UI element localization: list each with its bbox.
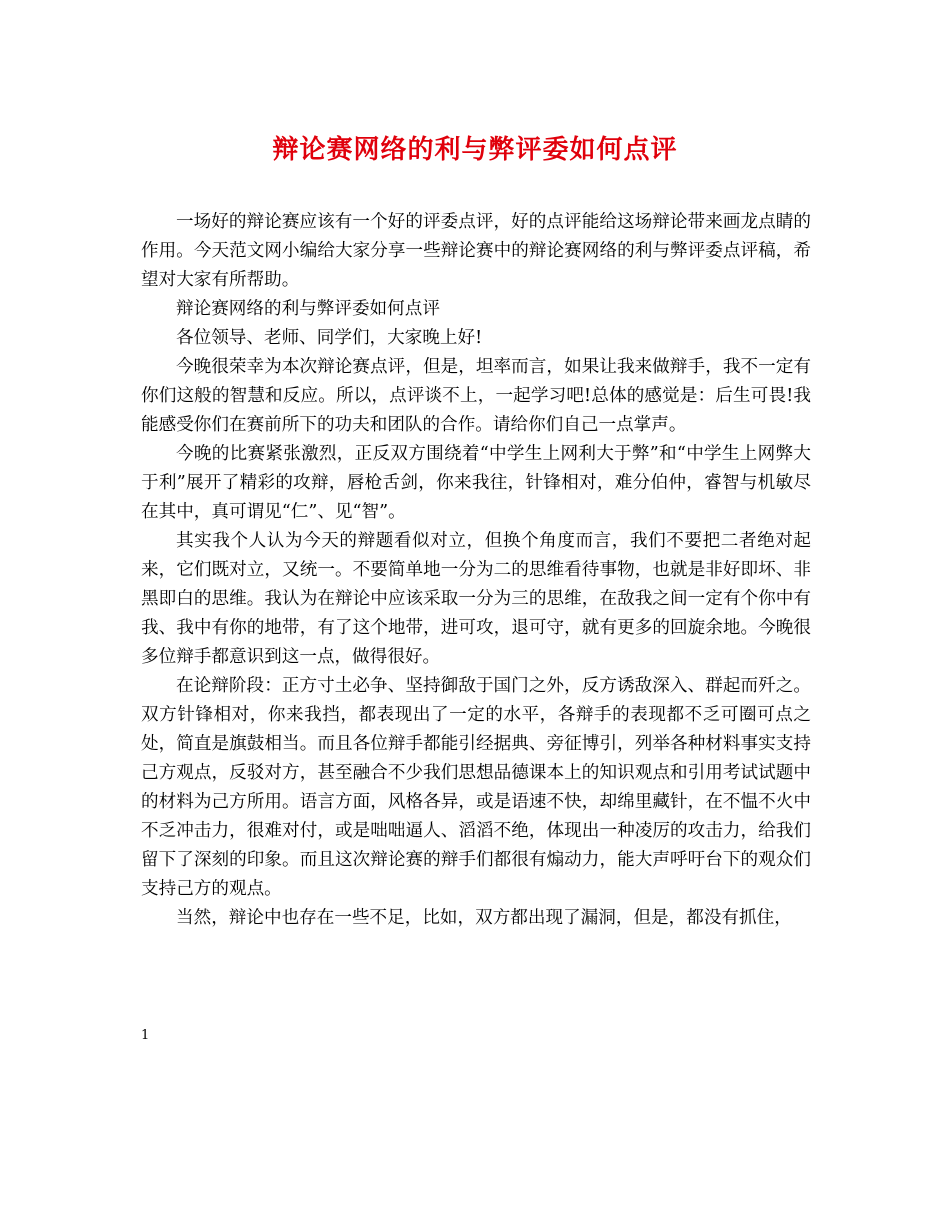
paragraph-shortcomings: 当然，辩论中也存在一些不足，比如，双方都出现了漏洞，但是，都没有抓住，	[176, 908, 792, 928]
page-number: 1	[141, 1028, 150, 1043]
paragraph-greeting: 各位领导、老师、同学们，大家晚上好!	[176, 328, 483, 348]
paragraph-intro: 一场好的辩论赛应该有一个好的评委点评，好的点评能给这场辩论带来画龙点睛的作用。今天范文网小编给大家分享一些辩论赛中的辩论赛网络的利与弊评委点评稿，希望对大家有所帮助。	[141, 212, 811, 290]
paragraph-debate-topic: 今晚的比赛紧张激烈，正反双方围绕着“中学生上网利大于弊”和“中学生上网弊大于利”展开了精彩的攻辩，唇枪舌剑，你来我往，针锋相对，难分伯仲，睿智与机敏尽在其中，真可谓见“仁”、见“智”。	[141, 444, 811, 522]
paragraph-argument-stage: 在论辩阶段：正方寸土必争、坚持御敌于国门之外，反方诱敌深入、群起而歼之。双方针锋相对，你来我挡，都表现出了一定的水平，各辩手的表现都不乏可圈可点之处，简直是旗鼓相当。而且各位辩手都能引经据典、旁征博引，列举各种材料事实支持己方观点，反驳对方，甚至融合不少我们思想品德课本上的知识观点和引用考试试题中的材料为己方所用。语言方面，风格各异，或是语速不快，却绵里藏针，在不愠不火中不乏冲击力，很难对付，或是咄咄逼人、滔滔不绝，体现出一种凌厉的攻击力，给我们留下了深刻的印象。而且这次辩论赛的辩手们都很有煽动力，能大声呼吁台下的观众们支持己方的观点。	[141, 676, 811, 899]
paragraph-viewpoint: 其实我个人认为今天的辩题看似对立，但换个角度而言，我们不要把二者绝对起来，它们既对立，又统一。不要简单地一分为二的思维看待事物，也就是非好即坏、非黑即白的思维。我认为在辩论中应该采取一分为三的思维，在敌我之间一定有个你中有我、我中有你的地带，有了这个地带，进可攻，退可守，就有更多的回旋余地。今晚很多位辩手都意识到这一点，做得很好。	[141, 531, 811, 667]
paragraph-subtitle: 辩论赛网络的利与弊评委如何点评	[176, 299, 440, 319]
paragraph-opening: 今晚很荣幸为本次辩论赛点评，但是，坦率而言，如果让我来做辩手，我不一定有你们这般的智慧和反应。所以，点评谈不上，一起学习吧!总体的感觉是：后生可畏!我能感受你们在赛前所下的功夫和团队的合作。请给你们自己一点掌声。	[141, 357, 811, 435]
document-title: 辩论赛网络的利与弊评委如何点评	[272, 135, 678, 165]
document-body	[141, 208, 811, 933]
